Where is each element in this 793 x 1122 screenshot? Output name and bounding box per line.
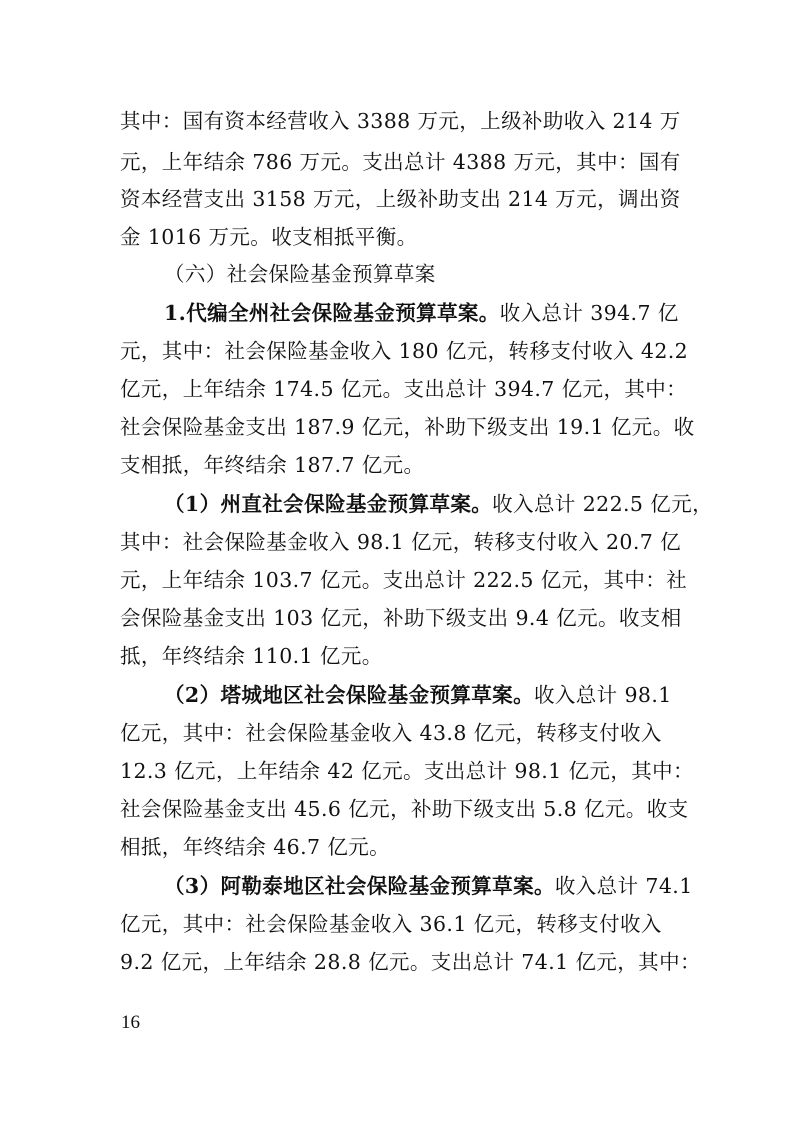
body-line-18 (120, 756, 694, 786)
line-text: 其中：社会保险基金收入 98.1 亿元，转移支付收入 20.7 亿 (120, 530, 682, 554)
body-line-12 (120, 527, 681, 557)
line-text: 12.3 亿元，上年结余 42 亿元。支出总计 98.1 亿元，其中： (120, 759, 694, 783)
line-text: 收入总计 222.5 亿元， (492, 492, 713, 516)
line-text: 会保险基金支出 103 亿元，补助下级支出 9.4 亿元。收支相 (120, 606, 682, 630)
body-line-15 (120, 641, 383, 671)
body-line-9 (120, 412, 695, 442)
line-text: 资本经营支出 3158 万元，上级补助支出 214 万元，调出资 (120, 187, 681, 211)
paragraph-heading-3 (164, 680, 672, 710)
body-line-4 (120, 222, 418, 252)
bold-heading: （2）塔城地区社会保险基金预算草案。 (164, 683, 534, 707)
line-text: 元，上年结余 786 万元。支出总计 4388 万元，其中：国有 (120, 150, 681, 174)
body-line-17 (120, 718, 662, 748)
body-line-3 (120, 184, 681, 214)
body-line-14 (120, 603, 682, 633)
body-line-7 (120, 336, 688, 366)
bold-heading: 1.代编全州社会保险基金预算草案。 (164, 301, 500, 325)
body-line-22 (120, 909, 662, 939)
paragraph-heading-4 (164, 871, 693, 901)
bold-heading: （1）州直社会保险基金预算草案。 (164, 492, 493, 516)
bold-heading: （3）阿勒泰地区社会保险基金预算草案。 (164, 874, 555, 898)
paragraph-heading-1 (164, 298, 679, 328)
section-heading (164, 259, 436, 289)
line-text: 亿元，上年结余 174.5 亿元。支出总计 394.7 亿元，其中： (120, 377, 688, 401)
line-text: 相抵，年终结余 46.7 亿元。 (120, 835, 391, 859)
line-text: 元，上年结余 103.7 亿元。支出总计 222.5 亿元，其中：社 (120, 568, 688, 592)
body-line-10 (120, 450, 424, 480)
line-text: 抵，年终结余 110.1 亿元。 (120, 644, 383, 668)
line-text: 9.2 亿元，上年结余 28.8 亿元。支出总计 74.1 亿元，其中： (120, 950, 701, 974)
body-line-20 (120, 832, 390, 862)
body-line-13 (120, 565, 687, 595)
page-number: 16 (121, 1012, 140, 1033)
line-text: 支相抵，年终结余 187.7 亿元。 (120, 453, 425, 477)
line-text: 亿元，其中：社会保险基金收入 36.1 亿元，转移支付收入 (120, 912, 662, 936)
line-text: 其中：国有资本经营收入 3388 万元，上级补助收入 214 万 (120, 109, 681, 133)
body-line-8 (120, 374, 687, 404)
body-line-2 (120, 147, 681, 177)
line-text: 收入总计 98.1 (533, 683, 672, 707)
body-line-19 (120, 794, 689, 824)
body-line-1 (120, 106, 681, 136)
line-text: 元，其中：社会保险基金收入 180 亿元，转移支付收入 42.2 (120, 339, 689, 363)
line-text: 亿元，其中：社会保险基金收入 43.8 亿元，转移支付收入 (120, 721, 662, 745)
line-text: 社会保险基金支出 187.9 亿元，补助下级支出 19.1 亿元。收 (120, 415, 695, 439)
line-text: 收入总计 74.1 (554, 874, 693, 898)
line-text: 社会保险基金支出 45.6 亿元，补助下级支出 5.8 亿元。收支 (120, 797, 689, 821)
line-text: 收入总计 394.7 亿 (499, 301, 679, 325)
line-text: 金 1016 万元。收支相抵平衡。 (120, 225, 418, 249)
body-line-23 (120, 947, 701, 977)
paragraph-heading-2 (164, 489, 713, 519)
section-heading-text: （六）社会保险基金预算草案 (164, 262, 436, 286)
